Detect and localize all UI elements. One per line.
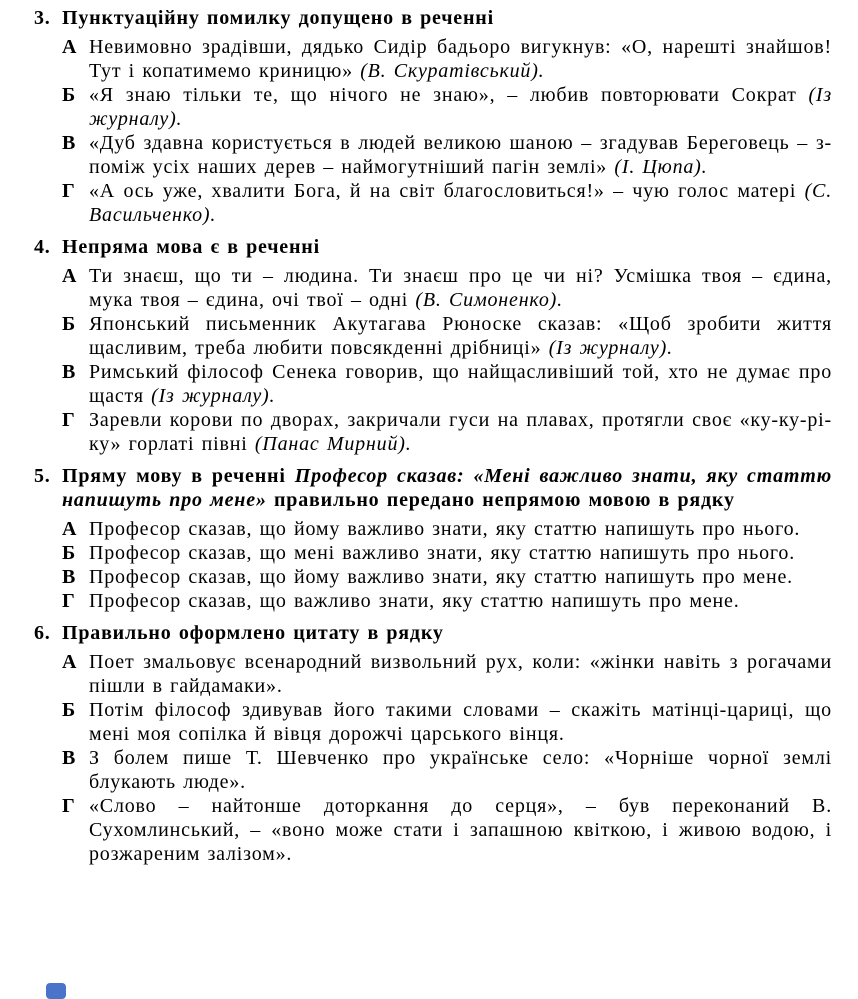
option-letter: А (62, 651, 78, 673)
option-letter: Б (62, 542, 77, 564)
option-text (89, 131, 832, 179)
options-list (62, 650, 832, 866)
answer-option (62, 541, 832, 565)
option-text (89, 565, 832, 589)
option-text-segment: Потім філософ здивував його такими словами – скажіть матінці-цариці, що мені моя сопілка й вівця дорожчі царського вінця. (89, 699, 832, 745)
question-title-segment: Пряму мову в реченні (62, 465, 295, 487)
question-title-segment: Пунктуаційну помилку допущено в реченні (62, 7, 494, 29)
option-letter: Б (62, 699, 77, 721)
option-letter: Б (62, 84, 77, 106)
option-text (89, 312, 832, 360)
question-block (34, 621, 832, 866)
question-block (34, 6, 832, 227)
answer-option (62, 35, 832, 83)
option-text (89, 541, 832, 565)
option-text-segment: (В. Симоненко). (415, 289, 563, 311)
answer-option (62, 589, 832, 613)
option-text (89, 746, 832, 794)
question-number: 6. (34, 622, 51, 644)
option-text (89, 408, 832, 456)
answer-option (62, 312, 832, 360)
option-letter: В (62, 566, 77, 588)
question-title (62, 6, 832, 30)
options-list (62, 35, 832, 227)
question-header (34, 464, 832, 512)
option-letter: В (62, 361, 77, 383)
option-text-segment: Невимовно зрадівши, дядько Сидір бадьоро вигукнув: «О, нарешті знайшов! Тут і копатимемо криницю» (89, 36, 832, 82)
option-text-segment: Поет змальовує всенародний визвольний рух, коли: «жінки навіть з рогачами пішли в гайдамаки». (89, 651, 832, 697)
option-text (89, 35, 832, 83)
option-text-segment: (С. Васильченко). (89, 180, 832, 226)
question-number: 5. (34, 465, 51, 487)
option-text-segment: (Із журналу). (89, 84, 832, 130)
answer-option (62, 517, 832, 541)
options-list (62, 517, 832, 613)
option-text-segment: (Із журналу). (151, 385, 276, 407)
option-text (89, 517, 832, 541)
answer-option (62, 746, 832, 794)
option-letter: Б (62, 313, 77, 335)
option-text (89, 650, 832, 698)
option-text-segment: «Я знаю тільки те, що нічого не знаю», – любив повторювати Сократ (89, 84, 809, 106)
option-text (89, 589, 832, 613)
option-text-segment: (Панас Мирний). (254, 433, 412, 455)
options-list (62, 264, 832, 456)
option-text-segment: «Дуб здавна користується в людей великою шаною – згадував Береговець – з-поміж усіх наших дерев – наймогутніший пагін землі» (89, 132, 832, 178)
option-letter: В (62, 747, 77, 769)
option-text-segment: Римський філософ Сенека говорив, що найщасливіший той, хто не думає про щастя (89, 361, 832, 407)
answer-option (62, 408, 832, 456)
option-text-segment: Професор сказав, що йому важливо знати, яку статтю напишуть про мене. (89, 566, 793, 588)
answer-option (62, 264, 832, 312)
answer-option (62, 794, 832, 866)
option-text-segment: Професор сказав, що важливо знати, яку статтю напишуть про мене. (89, 590, 740, 612)
answer-option (62, 131, 832, 179)
question-block (34, 464, 832, 613)
question-header (34, 235, 832, 259)
option-letter: Г (62, 180, 76, 202)
question-number: 4. (34, 236, 51, 258)
option-text (89, 794, 832, 866)
option-text-segment: (В. Скуратівський). (360, 60, 545, 82)
option-letter: А (62, 36, 78, 58)
option-letter: А (62, 518, 78, 540)
option-text-segment: «Слово – найтонше доторкання до серця», – був переконаний В. Сухомлинський, – «воно може стати і запашною квіткою, і живою водою, і розжареним залізом». (89, 795, 832, 865)
option-text (89, 698, 832, 746)
option-text-segment: Ти знаєш, що ти – людина. Ти знаєш про це чи ні? Усмішка твоя – єдина, мука твоя – єдина, очі твої – одні (89, 265, 832, 311)
question-title-segment: правильно передано непрямою мовою в рядку (266, 489, 735, 511)
option-text-segment: Японський письменник Акутагава Рюноске сказав: «Щоб зробити життя щасливим, треба любити повсякденні дрібниці» (89, 313, 832, 359)
answer-option (62, 698, 832, 746)
question-header (34, 621, 832, 645)
answer-option (62, 179, 832, 227)
answer-option (62, 360, 832, 408)
option-text-segment: Професор сказав, що йому важливо знати, яку статтю напишуть про нього. (89, 518, 801, 540)
answer-option (62, 83, 832, 131)
answer-option (62, 650, 832, 698)
question-title-segment: Непряма мова є в реченні (62, 236, 320, 258)
question-title (62, 621, 832, 645)
option-text-segment: Професор сказав, що мені важливо знати, яку статтю напишуть про нього. (89, 542, 795, 564)
option-text-segment: З болем пише Т. Шевченко про українське село: «Чорніше чорної землі блукають люде». (89, 747, 832, 793)
question-number: 3. (34, 7, 51, 29)
question-title-segment: Правильно оформлено цитату в рядку (62, 622, 444, 644)
option-text (89, 360, 832, 408)
option-text-segment: (І. Цюпа). (614, 156, 708, 178)
option-letter: В (62, 132, 77, 154)
answer-option (62, 565, 832, 589)
option-text (89, 179, 832, 227)
question-header (34, 6, 832, 30)
question-title (62, 235, 832, 259)
option-text-segment: «А ось уже, хвалити Бога, й на світ благословиться!» – чую голос матері (89, 180, 805, 202)
option-text (89, 83, 832, 131)
question-block (34, 235, 832, 456)
page-corner-marker (46, 983, 66, 999)
option-letter: Г (62, 590, 76, 612)
option-letter: Г (62, 409, 76, 431)
questions-container (34, 6, 832, 866)
question-title (62, 464, 832, 512)
option-text-segment: Заревли корови по дворах, закричали гуси на плавах, протягли своє «ку-ку-рі-ку» горлаті півні (89, 409, 832, 455)
option-letter: А (62, 265, 78, 287)
option-text (89, 264, 832, 312)
option-letter: Г (62, 795, 76, 817)
option-text-segment: (Із журналу). (548, 337, 673, 359)
question-title-segment: Професор сказав: «Мені важливо знати, яку статтю напишуть про мене» (62, 465, 832, 511)
